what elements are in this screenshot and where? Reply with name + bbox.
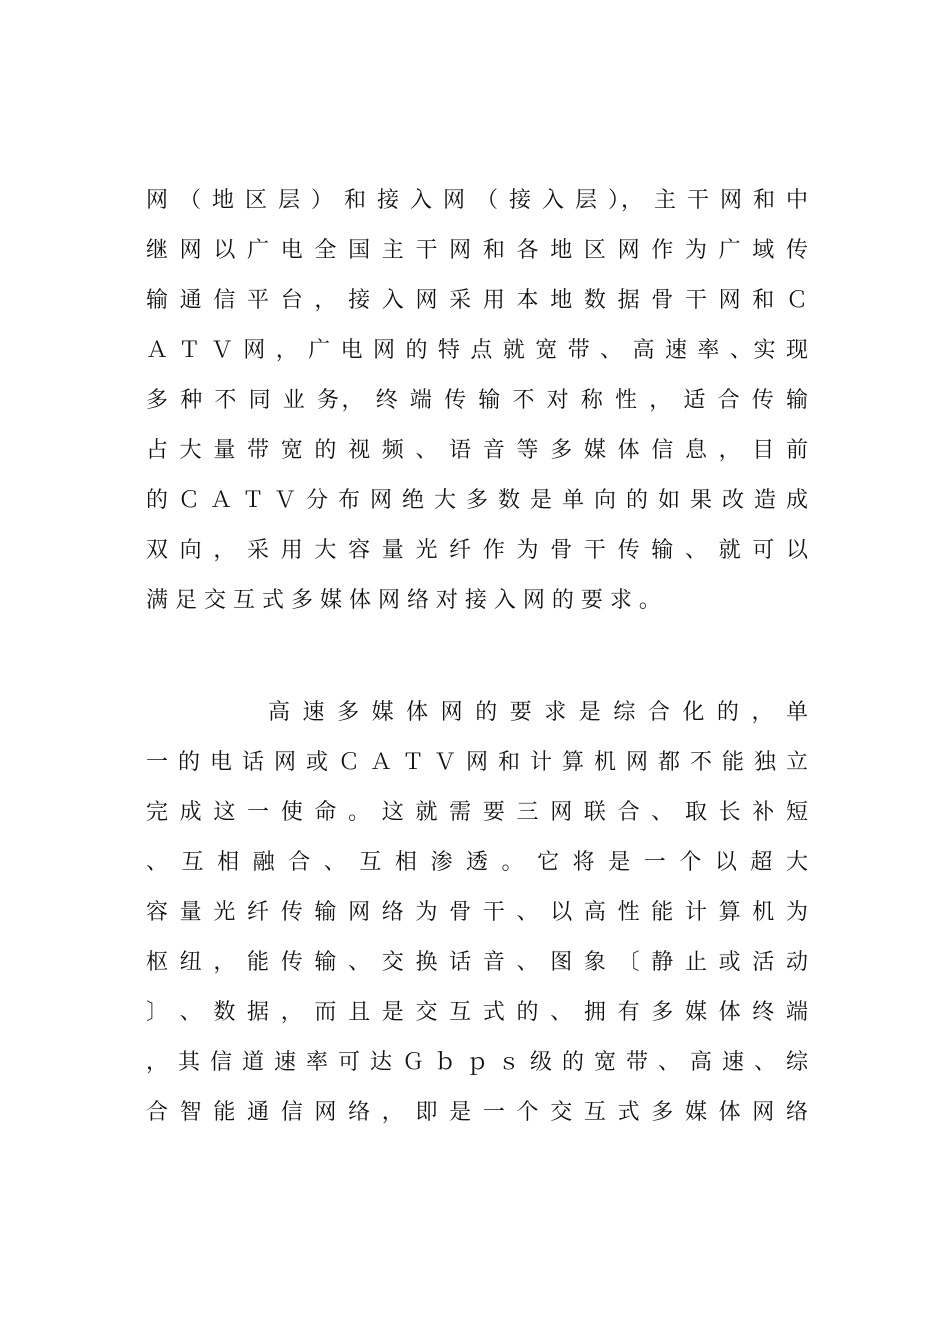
text-line: 高 速 多 媒 体 网 的 要 求 是 综 合 化 的 ， 单: [268, 700, 808, 725]
text-line: 的 Ｃ Ａ Ｔ Ｖ 分 布 网 绝 大 多 数 是 单 向 的 如 果 改 造 成: [146, 488, 808, 513]
text-line: ， 其 信 道 速 率 可 达 Ｇ ｂ ｐ ｓ 级 的 宽 带 、 高 速 、 综: [146, 1050, 808, 1075]
text-line: 完 成 这 一 使 命 。 这 就 需 要 三 网 联 合 、 取 长 补 短: [146, 800, 808, 825]
text-line: 〕 、 数 据 ， 而 且 是 交 互 式 的 、 拥 有 多 媒 体 终 端: [146, 1000, 808, 1025]
text-line: 容 量 光 纤 传 输 网 络 为 骨 干 、 以 高 性 能 计 算 机 为: [146, 900, 808, 925]
text-line: 、 互 相 融 合 、 互 相 渗 透 。 它 将 是 一 个 以 超 大: [146, 850, 808, 875]
text-line: 继 网 以 广 电 全 国 主 干 网 和 各 地 区 网 作 为 广 域 传: [146, 238, 808, 263]
text-line: 输 通 信 平 台 ， 接 入 网 采 用 本 地 数 据 骨 干 网 和 Ｃ: [146, 288, 808, 313]
text-line: 占 大 量 带 宽 的 视 频 、 语 音 等 多 媒 体 信 息 ， 目 前: [146, 438, 808, 463]
paragraph-1: [146, 176, 808, 626]
text-line: 枢 纽 ， 能 传 输 、 交 换 话 音 、 图 象 〔 静 止 或 活 动: [146, 950, 808, 975]
text-line: 合 智 能 通 信 网 络 ， 即 是 一 个 交 互 式 多 媒 体 网 络: [146, 1100, 808, 1125]
text-line: Ａ Ｔ Ｖ 网 ， 广 电 网 的 特 点 就 宽 带 、 高 速 率 、实 现: [146, 338, 808, 363]
text-line: 双 向 ， 采 用 大 容 量 光 纤 作 为 骨 干 传 输 、 就 可 以: [146, 538, 808, 563]
paragraph-2: [146, 688, 808, 1138]
text-line: 多 种 不 同 业 务， 终 端 传 输 不 对 称 性 ， 适 合 传 输: [146, 388, 808, 413]
text-line: 一 的 电 话 网 或 Ｃ Ａ Ｔ Ｖ 网 和 计 算 机 网 都 不 能 独 立: [146, 750, 808, 775]
text-line: 网 （ 地 区 层 ） 和 接 入 网 （ 接 入 层 ）， 主 干 网 和 中: [146, 188, 808, 213]
text-line: 满 足 交 互 式 多 媒 体 网 络 对 接 入 网 的 要 求 。: [146, 588, 661, 613]
